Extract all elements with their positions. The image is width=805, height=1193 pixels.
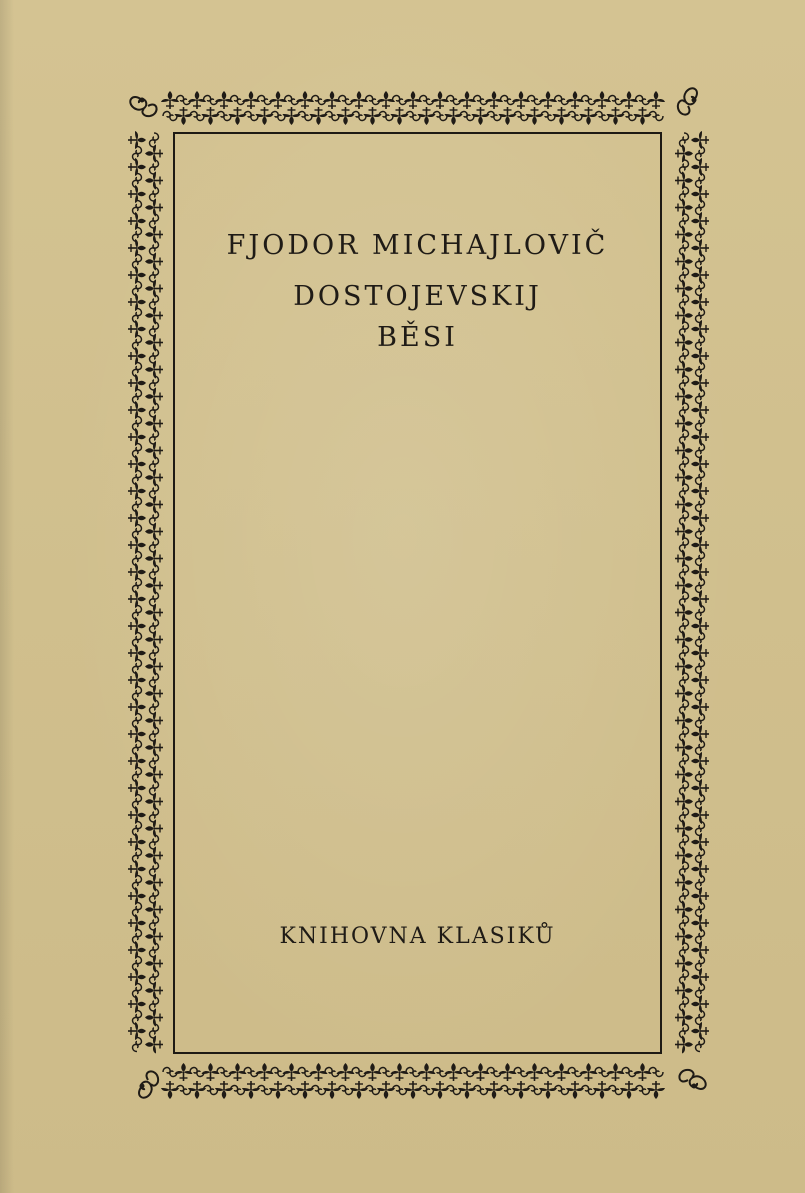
series-name: KNIHOVNA KLASIKŮ xyxy=(279,924,556,949)
title-panel xyxy=(173,132,662,1054)
book-title: BĚSI xyxy=(377,322,458,353)
author-name-first: FJODOR MICHAJLOVIČ xyxy=(226,230,609,261)
author-name-last: DOSTOJEVSKIJ xyxy=(293,281,542,312)
